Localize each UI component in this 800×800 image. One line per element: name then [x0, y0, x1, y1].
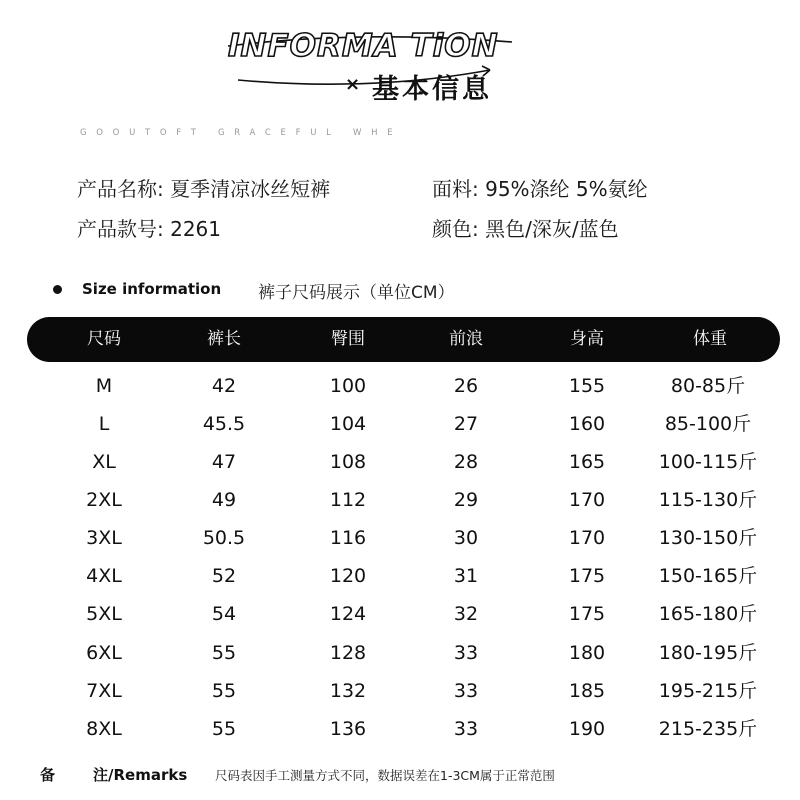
product-color-value: 黑色/深灰/蓝色: [485, 217, 619, 241]
table-row: [0, 367, 800, 405]
cell-size: 6XL: [86, 642, 122, 664]
decorative-spaced-text: GOOUTOFT GRACEFUL WHE: [80, 128, 403, 138]
cell-size: 4XL: [86, 565, 122, 587]
cell-height: 175: [568, 603, 606, 625]
cell-length: 47: [211, 451, 237, 473]
remarks-label-b: 注/Remarks: [93, 766, 188, 784]
cell-length: 55: [211, 642, 237, 664]
cell-size: 2XL: [86, 489, 122, 511]
cell-hip: 124: [329, 603, 367, 625]
product-name-label: 产品名称:: [77, 177, 164, 201]
cell-height: 170: [568, 527, 606, 549]
cell-weight: 100-115斤: [658, 451, 758, 473]
table-row: [0, 405, 800, 443]
logo-text-cn: 基本信息: [372, 74, 492, 105]
cell-size: M: [95, 375, 113, 397]
cell-height: 165: [568, 451, 606, 473]
cell-length: 54: [211, 603, 237, 625]
cell-height: 180: [568, 642, 606, 664]
product-name-value: 夏季清凉冰丝短裤: [170, 177, 331, 201]
product-color-label: 颜色:: [432, 217, 479, 241]
table-row: [0, 595, 800, 633]
table-row: [0, 710, 800, 748]
cell-rise: 29: [453, 489, 479, 511]
table-row: [0, 443, 800, 481]
table-row: [0, 557, 800, 595]
cell-height: 190: [568, 718, 606, 740]
header-height: 身高: [570, 329, 604, 349]
cell-height: 185: [568, 680, 606, 702]
cell-size: 3XL: [86, 527, 122, 549]
table-row: [0, 481, 800, 519]
product-fabric-label: 面料:: [432, 177, 479, 201]
cell-hip: 112: [329, 489, 367, 511]
table-row: [0, 634, 800, 672]
cell-size: 8XL: [86, 718, 122, 740]
cell-length: 55: [211, 680, 237, 702]
header-rise: 前浪: [449, 329, 483, 349]
cell-weight: 80-85斤: [670, 375, 746, 397]
header-length: 裤长: [207, 329, 241, 349]
cell-rise: 30: [453, 527, 479, 549]
cell-size: L: [98, 413, 110, 435]
cell-weight: 195-215斤: [658, 680, 758, 702]
cell-hip: 108: [329, 451, 367, 473]
cell-rise: 26: [453, 375, 479, 397]
table-row: [0, 519, 800, 557]
product-fabric-value: 95%涤纶 5%氨纶: [485, 177, 648, 201]
cell-size: XL: [92, 451, 116, 473]
cell-hip: 120: [329, 565, 367, 587]
cell-size: 7XL: [86, 680, 122, 702]
cell-hip: 104: [329, 413, 367, 435]
header-weight: 体重: [693, 329, 727, 349]
cell-hip: 132: [329, 680, 367, 702]
cell-weight: 180-195斤: [658, 642, 758, 664]
cell-weight: 130-150斤: [658, 527, 758, 549]
cell-weight: 85-100斤: [664, 413, 752, 435]
remarks-text: 尺码表因手工测量方式不同，数据误差在1-3CM属于正常范围: [215, 768, 555, 783]
cell-length: 50.5: [202, 527, 246, 549]
cell-rise: 27: [453, 413, 479, 435]
cell-rise: 28: [453, 451, 479, 473]
header-size: 尺码: [87, 329, 121, 349]
cell-height: 175: [568, 565, 606, 587]
cell-weight: 215-235斤: [658, 718, 758, 740]
cell-size: 5XL: [86, 603, 122, 625]
table-row: [0, 672, 800, 710]
cell-rise: 33: [453, 680, 479, 702]
cell-hip: 116: [329, 527, 367, 549]
cell-rise: 33: [453, 642, 479, 664]
header-hip: 臀围: [331, 329, 365, 349]
cell-rise: 32: [453, 603, 479, 625]
cell-rise: 31: [453, 565, 479, 587]
product-code-value: 2261: [170, 217, 222, 241]
cell-hip: 136: [329, 718, 367, 740]
logo-x-mark: ×: [345, 74, 361, 95]
cell-hip: 128: [329, 642, 367, 664]
cell-length: 45.5: [202, 413, 246, 435]
cell-length: 55: [211, 718, 237, 740]
cell-height: 160: [568, 413, 606, 435]
cell-length: 42: [211, 375, 237, 397]
cell-weight: 165-180斤: [658, 603, 758, 625]
size-info-title-en: Size information: [82, 280, 222, 298]
cell-length: 49: [211, 489, 237, 511]
size-info-title-cn: 裤子尺码展示（单位CM）: [258, 283, 455, 303]
product-code-label: 产品款号:: [77, 217, 164, 241]
logo-text-en: INFORMA TiON: [228, 28, 499, 64]
cell-length: 52: [211, 565, 237, 587]
cell-weight: 115-130斤: [658, 489, 758, 511]
cell-height: 170: [568, 489, 606, 511]
remarks-label-a: 备: [40, 766, 56, 784]
cell-height: 155: [568, 375, 606, 397]
cell-rise: 33: [453, 718, 479, 740]
cell-hip: 100: [329, 375, 367, 397]
cell-weight: 150-165斤: [658, 565, 758, 587]
